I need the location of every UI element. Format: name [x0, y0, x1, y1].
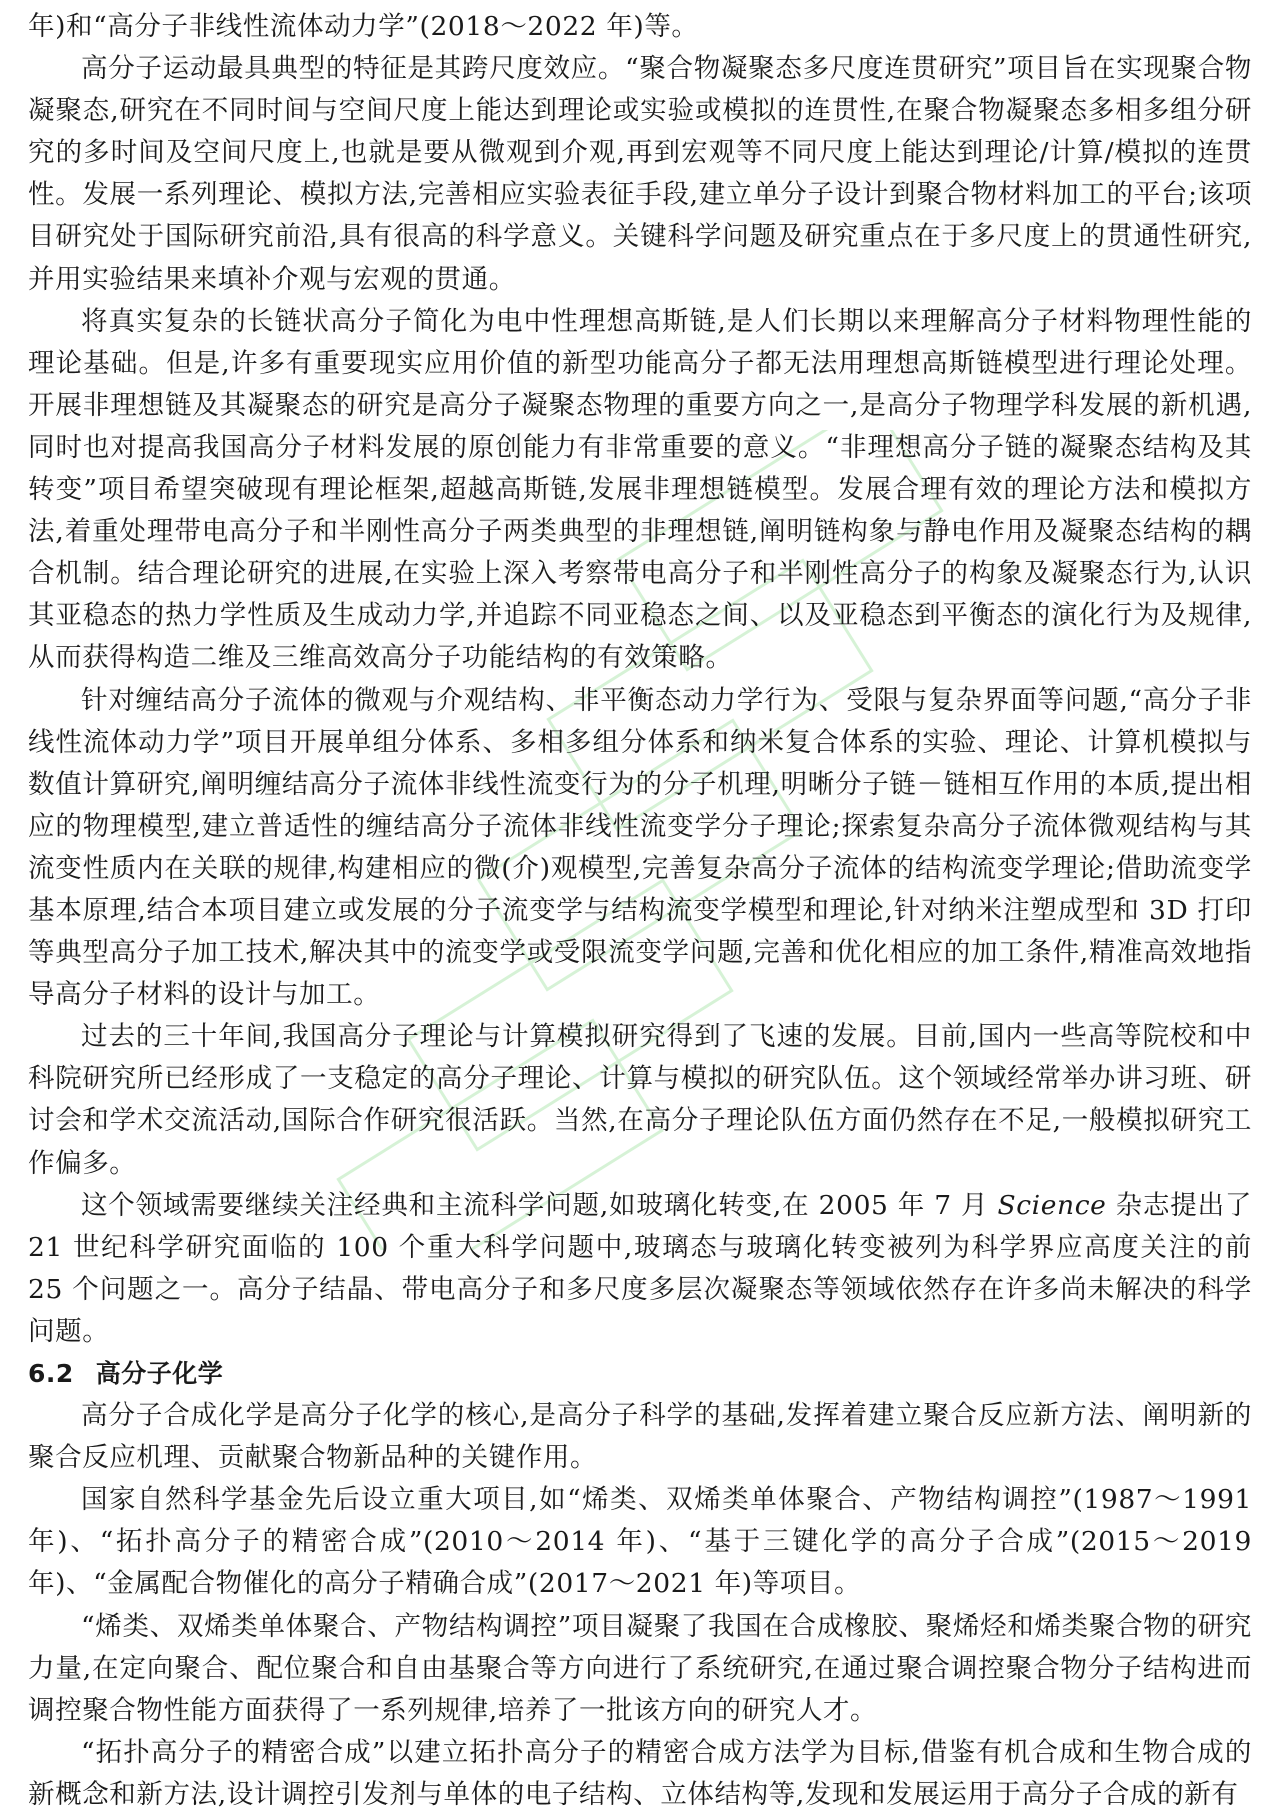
paragraph-nonlinear-fluid: 针对缠结高分子流体的微观与介观结构、非平衡态动力学行为、受限与复杂界面等问题,“高分子非线性流体动力学”项目开展单组分体系、多相多组分体系和纳米复合体系的实验、理论、计算机模拟与数值计算研究,阐明缠结高分子流体非线性流变行为的分子机理,明晰分子链－链相互作用的本质,提出相应的物理模型,建立普适性的缠结高分子流体非线性流变学分子理论;探索复杂高分子流体微观结构与其流变性质内在关联的规律,构建相应的微(介)观模型,完善复杂高分子流体的结构流变学理论;借助流变学基本原理,结合本项目建立或发展的分子流变学与结构流变学模型和理论,针对纳米注塑成型和 3D 打印等典型高分子加工技术,解决其中的流变学或受限流变学问题,完善和优化相应的加工条件,精准高效地指导高分子材料的设计与加工。 [28, 684, 1252, 1011]
paragraph-thirty-years: 过去的三十年间,我国高分子理论与计算模拟研究得到了飞速的发展。目前,国内一些高等院校和中科院研究所已经形成了一支稳定的高分子理论、计算与模拟的研究队伍。这个领域经常举办讲习班、研讨会和学术交流活动,国际合作研究很活跃。当然,在高分子理论队伍方面仍然存在不足,一般模拟研究工作偏多。 [28, 1021, 1252, 1179]
paragraph-nonideal-chain: 将真实复杂的长链状高分子简化为电中性理想高斯链,是人们长期以来理解高分子材料物理性能的理论基础。但是,许多有重要现实应用价值的新型功能高分子都无法用理想高斯链模型进行理论处理。开展非理想链及其凝聚态的研究是高分子凝聚态物理的重要方向之一,是高分子物理学科发展的新机遇,同时也对提高我国高分子材料发展的原创能力有非常重要的意义。“非理想高分子链的凝聚态结构及其转变”项目希望突破现有理论框架,超越高斯链,发展非理想链模型。发展合理有效的理论方法和模拟方法,着重处理带电高分子和半刚性高分子两类典型的非理想链,阐明链构象与静电作用及凝聚态结构的耦合机制。结合理论研究的进展,在实验上深入考察带电高分子和半刚性高分子的构象及凝聚态行为,认识其亚稳态的热力学性质及生成动力学,并追踪不同亚稳态之间、以及亚稳态到平衡态的演化行为及规律,从而获得构造二维及三维高效高分子功能结构的有效策略。 [28, 305, 1252, 674]
section-title: 高分子化学 [95, 1359, 224, 1388]
section-number: 6.2 [28, 1359, 74, 1388]
section-heading [28, 1353, 1252, 1395]
paragraph-synthesis-core: 高分子合成化学是高分子化学的核心,是高分子科学的基础,发挥着建立聚合反应新方法、阐明新的聚合反应机理、贡献聚合物新品种的关键作用。 [28, 1400, 1252, 1474]
paragraph-olefin-project: “烯类、双烯类单体聚合、产物结构调控”项目凝聚了我国在合成橡胶、聚烯烃和烯类聚合物的研究力量,在定向聚合、配位聚合和自由基聚合等方向进行了系统研究,在通过聚合调控聚合物分子结构进而调控聚合物性能方面获得了一系列规律,培养了一批该方向的研究人才。 [28, 1610, 1252, 1726]
document-page [28, 6, 1252, 1816]
paragraph-glass-transition: 这个领域需要继续关注经典和主流科学问题,如玻璃化转变,在 2005 年 7 月 Science 杂志提出了 21 世纪科学研究面临的 100 个重大科学问题中,玻璃态与玻璃化转变被列为科学界应高度关注的前 25 个问题之一。高分子结晶、带电高分子和多尺度多层次凝聚态等领域依然存在许多尚未解决的科学问题。 [28, 1189, 1252, 1347]
paragraph-continuation: 年)和“高分子非线性流体动力学”(2018～2022 年)等。 [28, 11, 699, 42]
paragraph-topology-project: “拓扑高分子的精密合成”以建立拓扑高分子的精密合成方法学为目标,借鉴有机合成和生物合成的新概念和新方法,设计调控引发剂与单体的电子结构、立体结构等,发现和发展运用于高分子合成的新有 [28, 1736, 1252, 1810]
paragraph-multiscale-project: 高分子运动最具典型的特征是其跨尺度效应。“聚合物凝聚态多尺度连贯研究”项目旨在实现聚合物凝聚态,研究在不同时间与空间尺度上能达到理论或实验或模拟的连贯性,在聚合物凝聚态多相多组分研究的多时间及空间尺度上,也就是要从微观到介观,再到宏观等不同尺度上能达到理论/计算/模拟的连贯性。发展一系列理论、模拟方法,完善相应实验表征手段,建立单分子设计到聚合物材料加工的平台;该项目研究处于国际研究前沿,具有很高的科学意义。关键科学问题及研究重点在于多尺度上的贯通性研究,并用实验结果来填补介观与宏观的贯通。 [28, 53, 1252, 295]
journal-name: Science [997, 1189, 1107, 1221]
paragraph-major-projects: 国家自然科学基金先后设立重大项目,如“烯类、双烯类单体聚合、产物结构调控”(1987～1991 年)、“拓扑高分子的精密合成”(2010～2014 年)、“基于三键化学的高分子合成”(2015～2019 年)、“金属配合物催化的高分子精确合成”(2017～2021 年)等项目。 [28, 1484, 1252, 1600]
